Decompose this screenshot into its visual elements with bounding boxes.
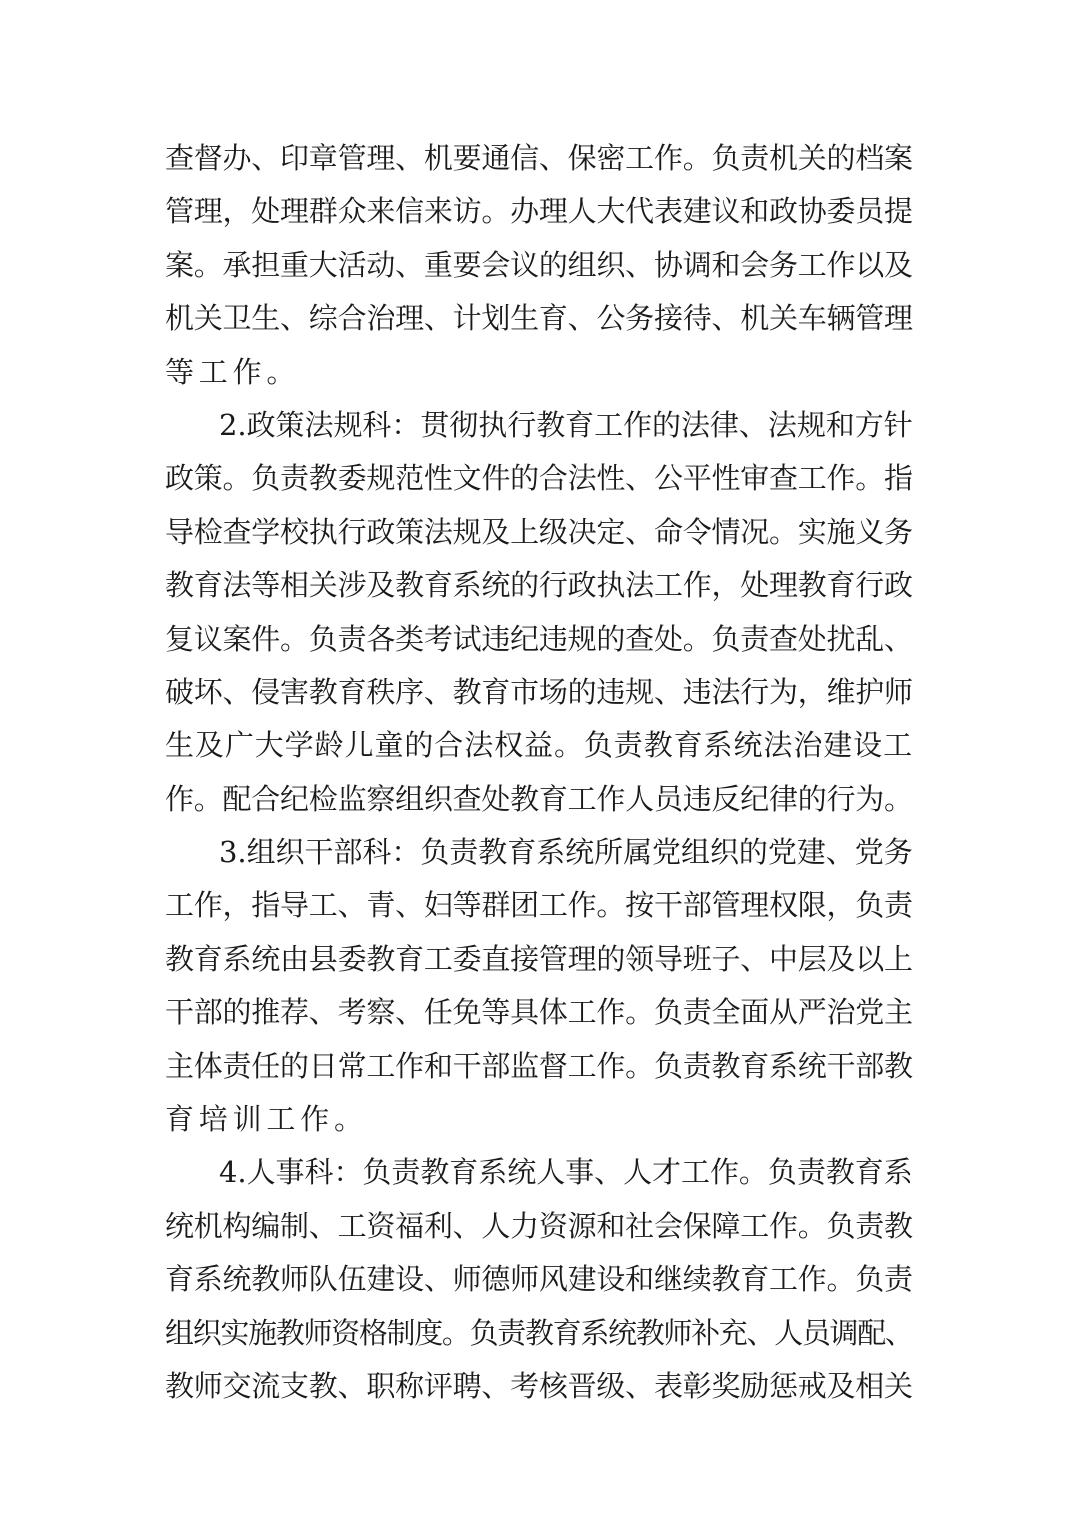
text-line: 教师交流支教、职称评聘、考核晋级、表彰奖励惩戒及相关: [165, 1368, 913, 1403]
text-line: 组织实施教师资格制度。负责教育系统教师补充、人员调配、: [165, 1315, 913, 1350]
paragraph-first-line: 2.政策法规科：贯彻执行教育工作的法律、法规和方针: [219, 407, 913, 442]
text-line: 统机构编制、工资福利、人力资源和社会保障工作。负责教: [165, 1208, 913, 1243]
text-line: 查督办、印章管理、机要通信、保密工作。负责机关的档案: [165, 141, 913, 175]
text-line: 管理，处理群众来信来访。办理人大代表建议和政协委员提: [165, 194, 913, 229]
text-line: 等工作。: [165, 354, 301, 389]
text-line: 教育系统由县委教育工委直接管理的领导班子、中层及以上: [165, 941, 913, 976]
paragraph-first-line: 4.人事科：负责教育系统人事、人才工作。负责教育系: [219, 1155, 913, 1190]
text-line: 育培训工作。: [165, 1102, 368, 1137]
text-line: 干部的推荐、考察、任免等具体工作。负责全面从严治党主: [165, 995, 913, 1030]
text-line: 育系统教师队伍建设、师德师风建设和继续教育工作。负责: [165, 1262, 913, 1297]
paragraph-first-line: 3.组织干部科：负责教育系统所属党组织的党建、党务: [219, 835, 913, 870]
text-line: 生及广大学龄儿童的合法权益。负责教育系统法治建设工: [165, 728, 914, 763]
text-line: 导检查学校执行政策法规及上级决定、命令情况。实施义务: [165, 514, 913, 549]
text-line: 作。配合纪检监察组织查处教育工作人员违反纪律的行为。: [165, 781, 913, 816]
text-line: 破坏、侵害教育秩序、教育市场的违规、违法行为，维护师: [165, 674, 913, 709]
text-line: 教育法等相关涉及教育系统的行政执法工作，处理教育行政: [165, 568, 913, 603]
text-line: 案。承担重大活动、重要会议的组织、协调和会务工作以及: [165, 247, 913, 282]
body-text: [165, 132, 913, 1413]
text-line: 主体责任的日常工作和干部监督工作。负责教育系统干部教: [165, 1048, 913, 1083]
text-line: 政策。负责教委规范性文件的合法性、公平性审查工作。指: [165, 461, 913, 496]
text-line: 机关卫生、综合治理、计划生育、公务接待、机关车辆管理: [165, 301, 913, 336]
text-line: 复议案件。负责各类考试违纪违规的查处。负责查处扰乱、: [165, 621, 913, 656]
text-line: 工作，指导工、青、妇等群团工作。按干部管理权限，负责: [165, 888, 913, 923]
